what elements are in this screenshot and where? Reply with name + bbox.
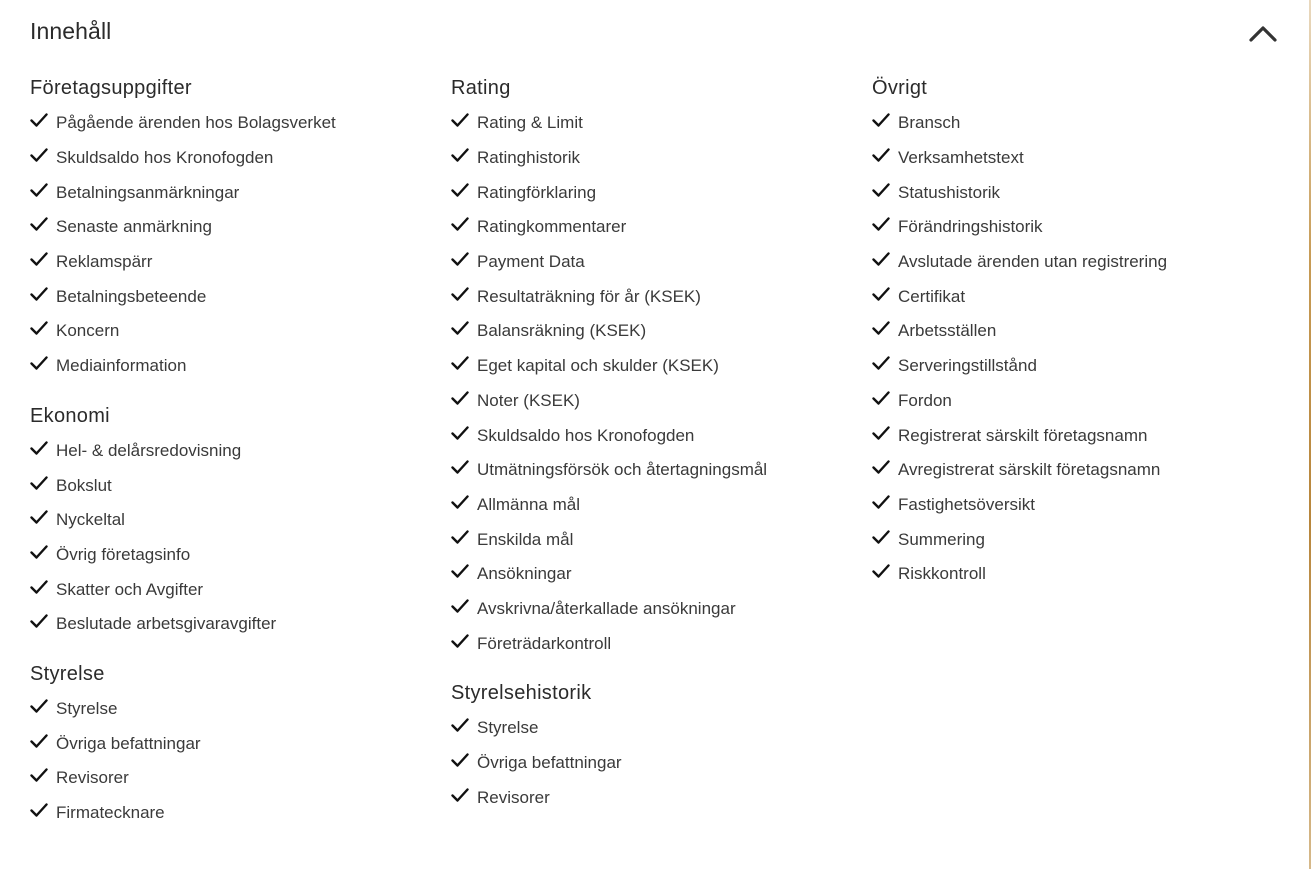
section-title: Styrelse bbox=[30, 662, 105, 685]
list-item bbox=[872, 106, 1292, 141]
list-item bbox=[30, 141, 450, 176]
checkmark-icon bbox=[451, 459, 469, 475]
list-item bbox=[451, 106, 871, 141]
checkmark-icon bbox=[451, 147, 469, 163]
checkmark-icon bbox=[451, 717, 469, 733]
list-item bbox=[30, 607, 450, 642]
list-item-label: Summering bbox=[898, 529, 985, 549]
checkmark-icon bbox=[872, 459, 890, 475]
checkmark-icon bbox=[30, 579, 48, 595]
list-item bbox=[451, 210, 871, 245]
checkmark-icon bbox=[30, 112, 48, 128]
list-item bbox=[30, 692, 450, 727]
checkmark-icon bbox=[872, 112, 890, 128]
checkmark-icon bbox=[30, 182, 48, 198]
list-item-label: Skuldsaldo hos Kronofogden bbox=[56, 148, 274, 168]
list-item-label: Övrig företagsinfo bbox=[56, 544, 191, 564]
list-item-label: Rating & Limit bbox=[477, 113, 583, 133]
list-item bbox=[872, 210, 1292, 245]
list-item-label: Fordon bbox=[898, 390, 952, 410]
list-item-label: Nyckeltal bbox=[56, 510, 125, 530]
list-item-label: Pågående ärenden hos Bolagsverket bbox=[56, 113, 336, 133]
list-item-label: Registrerat särskilt företagsnamn bbox=[898, 425, 1148, 445]
list-item bbox=[30, 538, 450, 573]
list-item-label: Statushistorik bbox=[898, 182, 1001, 202]
list-item bbox=[30, 503, 450, 538]
list-item-label: Styrelse bbox=[477, 718, 539, 738]
column-1 bbox=[30, 74, 450, 848]
list-item-label: Skuldsaldo hos Kronofogden bbox=[477, 425, 695, 445]
list-item-label: Serveringstillstånd bbox=[898, 356, 1037, 376]
list-item-label: Certifikat bbox=[898, 286, 966, 306]
checkmark-icon bbox=[872, 425, 890, 441]
list-item bbox=[872, 522, 1292, 557]
checkmark-icon bbox=[451, 752, 469, 768]
section-title: Övrigt bbox=[872, 77, 928, 99]
list-item-label: Förändringshistorik bbox=[898, 217, 1043, 237]
checkmark-icon bbox=[30, 286, 48, 302]
checkmark-icon bbox=[30, 355, 48, 371]
list-item bbox=[451, 384, 871, 419]
list-item bbox=[451, 488, 871, 523]
list-item-label: Betalningsbeteende bbox=[56, 286, 207, 306]
list-item-label: Mediainformation bbox=[56, 356, 187, 376]
list-item-label: Betalningsanmärkningar bbox=[56, 182, 240, 202]
list-item-label: Revisorer bbox=[477, 787, 550, 807]
list-item bbox=[451, 245, 871, 280]
list-item bbox=[30, 796, 450, 831]
list-item-label: Övriga befattningar bbox=[56, 733, 201, 753]
list-item-label: Avskrivna/återkallade ansökningar bbox=[477, 598, 736, 618]
list-item-label: Eget kapital och skulder (KSEK) bbox=[477, 356, 719, 376]
list-item-label: Hel- & delårsredovisning bbox=[56, 440, 242, 460]
list-item bbox=[872, 453, 1292, 488]
list-item bbox=[872, 141, 1292, 176]
checkmark-icon bbox=[451, 633, 469, 649]
checkmark-icon bbox=[872, 182, 890, 198]
section-title: Ekonomi bbox=[30, 404, 110, 427]
list-item-label: Arbetsställen bbox=[898, 321, 997, 341]
checkmark-icon bbox=[30, 613, 48, 629]
list-item bbox=[872, 279, 1292, 314]
list-item-label: Balansräkning (KSEK) bbox=[477, 321, 647, 341]
list-item-label: Beslutade arbetsgivaravgifter bbox=[56, 614, 277, 634]
panel-title: Innehåll bbox=[30, 18, 112, 44]
checkmark-icon bbox=[30, 544, 48, 560]
checkmark-icon bbox=[872, 251, 890, 267]
checkmark-icon bbox=[30, 733, 48, 749]
checkmark-icon bbox=[451, 529, 469, 545]
section bbox=[451, 679, 871, 815]
checkmark-icon bbox=[30, 147, 48, 163]
list-item bbox=[872, 557, 1292, 592]
checkmark-icon bbox=[451, 787, 469, 803]
list-item bbox=[30, 761, 450, 796]
list-item bbox=[451, 279, 871, 314]
list-item-label: Firmatecknare bbox=[56, 803, 165, 823]
list-item-label: Allmänna mål bbox=[477, 494, 580, 514]
list-item-label: Företrädarkontroll bbox=[477, 633, 612, 653]
checkmark-icon bbox=[872, 216, 890, 232]
list-item bbox=[30, 106, 450, 141]
checkmark-icon bbox=[30, 251, 48, 267]
list-item bbox=[451, 557, 871, 592]
section bbox=[30, 402, 450, 642]
list-item bbox=[30, 349, 450, 384]
checkmark-icon bbox=[451, 598, 469, 614]
list-item bbox=[30, 314, 450, 349]
list-item-label: Ratinghistorik bbox=[477, 148, 580, 168]
chevron-up-icon bbox=[1246, 18, 1280, 48]
checkmark-icon bbox=[30, 509, 48, 525]
section bbox=[30, 74, 450, 384]
checkmark-icon bbox=[451, 320, 469, 336]
list-item-label: Riskkontroll bbox=[898, 564, 986, 584]
list-item bbox=[451, 349, 871, 384]
checkmark-icon bbox=[30, 802, 48, 818]
checkmark-icon bbox=[872, 320, 890, 336]
list-item-label: Fastighetsöversikt bbox=[898, 494, 1035, 514]
checkmark-icon bbox=[30, 440, 48, 456]
checkmark-icon bbox=[451, 112, 469, 128]
checkmark-icon bbox=[872, 286, 890, 302]
list-item bbox=[30, 572, 450, 607]
checkmark-icon bbox=[872, 390, 890, 406]
list-item bbox=[30, 434, 450, 469]
checkmark-icon bbox=[451, 251, 469, 267]
list-item-label: Koncern bbox=[56, 321, 120, 341]
checkmark-icon bbox=[872, 529, 890, 545]
list-item bbox=[451, 626, 871, 661]
section-title: Styrelsehistorik bbox=[451, 682, 592, 704]
checkmark-icon bbox=[451, 286, 469, 302]
list-item-label: Payment Data bbox=[477, 252, 585, 272]
checkmark-icon bbox=[451, 216, 469, 232]
list-item bbox=[451, 780, 871, 815]
checkmark-icon bbox=[30, 475, 48, 491]
checkmark-icon bbox=[30, 320, 48, 336]
list-item-label: Noter (KSEK) bbox=[477, 390, 580, 410]
list-item bbox=[872, 384, 1292, 419]
list-item-label: Styrelse bbox=[56, 698, 118, 718]
list-item bbox=[872, 349, 1292, 384]
list-item-label: Ansökningar bbox=[477, 564, 572, 584]
checkmark-icon bbox=[451, 182, 469, 198]
list-item bbox=[30, 210, 450, 245]
list-item-label: Utmätningsförsök och återtagningsmål bbox=[477, 460, 768, 480]
list-item bbox=[451, 592, 871, 627]
checkmark-icon bbox=[872, 355, 890, 371]
list-item bbox=[872, 245, 1292, 280]
list-item bbox=[30, 175, 450, 210]
checkmark-icon bbox=[872, 147, 890, 163]
list-item-label: Reklamspärr bbox=[56, 252, 153, 272]
column-3 bbox=[872, 74, 1292, 610]
checkmark-icon bbox=[451, 390, 469, 406]
checkmark-icon bbox=[451, 355, 469, 371]
list-item bbox=[872, 488, 1292, 523]
checkmark-icon bbox=[451, 425, 469, 441]
list-item bbox=[30, 279, 450, 314]
list-item-label: Skatter och Avgifter bbox=[56, 579, 204, 599]
list-item-label: Övriga befattningar bbox=[477, 753, 622, 773]
list-item-label: Senaste anmärkning bbox=[56, 217, 212, 237]
list-item bbox=[451, 314, 871, 349]
list-item-label: Avregistrerat särskilt företagsnamn bbox=[898, 460, 1161, 480]
list-item bbox=[30, 726, 450, 761]
section bbox=[30, 660, 450, 831]
collapse-button[interactable] bbox=[1246, 18, 1280, 48]
panel-header bbox=[30, 14, 1280, 54]
checkmark-icon bbox=[872, 494, 890, 510]
section-title: Företagsuppgifter bbox=[30, 77, 192, 99]
list-item-label: Resultaträkning för år (KSEK) bbox=[477, 286, 701, 306]
checkmark-icon bbox=[30, 698, 48, 714]
list-item bbox=[30, 245, 450, 280]
list-item bbox=[451, 522, 871, 557]
list-item bbox=[451, 141, 871, 176]
list-item-label: Ratingkommentarer bbox=[477, 217, 627, 237]
list-item bbox=[451, 711, 871, 746]
list-item-label: Bokslut bbox=[56, 475, 112, 495]
section-title: Rating bbox=[451, 77, 511, 99]
list-item-label: Ratingförklaring bbox=[477, 182, 597, 202]
checkmark-icon bbox=[30, 767, 48, 783]
list-item bbox=[872, 175, 1292, 210]
list-item bbox=[872, 314, 1292, 349]
list-item bbox=[451, 453, 871, 488]
list-item-label: Verksamhetstext bbox=[898, 148, 1024, 168]
list-item-label: Bransch bbox=[898, 113, 961, 133]
checkmark-icon bbox=[451, 563, 469, 579]
list-item bbox=[451, 418, 871, 453]
list-item-label: Enskilda mål bbox=[477, 529, 574, 549]
section bbox=[451, 74, 871, 661]
checkmark-icon bbox=[451, 494, 469, 510]
list-item bbox=[451, 746, 871, 781]
section bbox=[872, 74, 1292, 592]
list-item-label: Avslutade ärenden utan registrering bbox=[898, 252, 1168, 272]
list-item bbox=[872, 418, 1292, 453]
checkmark-icon bbox=[872, 563, 890, 579]
column-2 bbox=[451, 74, 871, 833]
checkmark-icon bbox=[30, 216, 48, 232]
list-item bbox=[451, 175, 871, 210]
list-item-label: Revisorer bbox=[56, 768, 129, 788]
list-item bbox=[30, 468, 450, 503]
